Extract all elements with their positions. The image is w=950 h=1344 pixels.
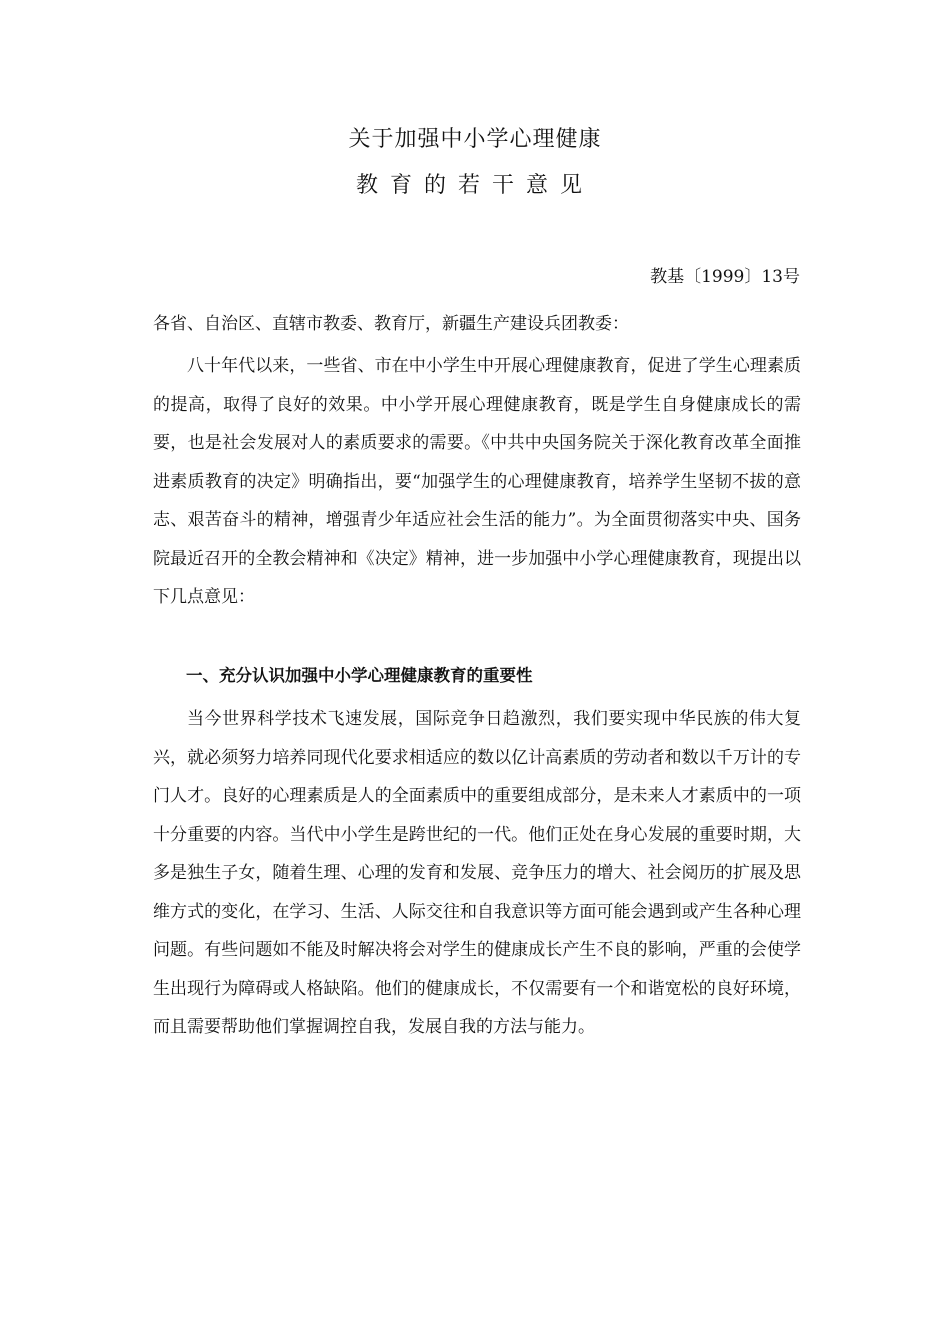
salutation: 各省、自治区、直辖市教委、教育厅，新疆生产建设兵团教委：: [153, 314, 629, 334]
document-number: 教基〔1999〕13号: [650, 267, 800, 287]
paragraph-2: 当今世界科学技术飞速发展，国际竞争日趋激烈，我们要实现中华民族的伟大复兴，就必须努力培养同现代化要求相适应的数以亿计高素质的劳动者和数以千万计的专门人才。良好的心理素质是人的全面素质中的重要组成部分，是未来人才素质中的一项十分重要的内容。当代中小学生是跨世纪的一代。他们正处在身心发展的重要时期，大多是独生子女，随着生理、心理的发育和发展、竞争压力的增大、社会阅历的扩展及思维方式的变化，在学习、生活、人际交往和自我意识等方面可能会遇到或产生各种心理问题。有些问题如不能及时解决将会对学生的健康成长产生不良的影响，严重的会使学生出现行为障碍或人格缺陷。他们的健康成长，不仅需要有一个和谐宽松的良好环境，而且需要帮助他们掌握调控自我，发展自我的方法与能力。: [153, 709, 801, 1037]
document-title-line-1: 关于加强中小学心理健康: [348, 127, 602, 152]
document-title-line-2: 教育的若干意见: [355, 173, 594, 198]
section-heading-1: 一、充分认识加强中小学心理健康教育的重要性: [186, 666, 533, 685]
paragraph-1: 八十年代以来，一些省、市在中小学生中开展心理健康教育，促进了学生心理素质的提高，取得了良好的效果。中小学开展心理健康教育，既是学生自身健康成长的需要，也是社会发展对人的素质要求的需要。《中共中央国务院关于深化教育改革全面推进素质教育的决定》明确指出，要“加强学生的心理健康教育，培养学生坚韧不拔的意志、艰苦奋斗的精神，增强青少年适应社会生活的能力”。为全面贯彻落实中央、国务院最近召开的全教会精神和《决定》精神，进一步加强中小学心理健康教育，现提出以下几点意见：: [153, 356, 801, 607]
